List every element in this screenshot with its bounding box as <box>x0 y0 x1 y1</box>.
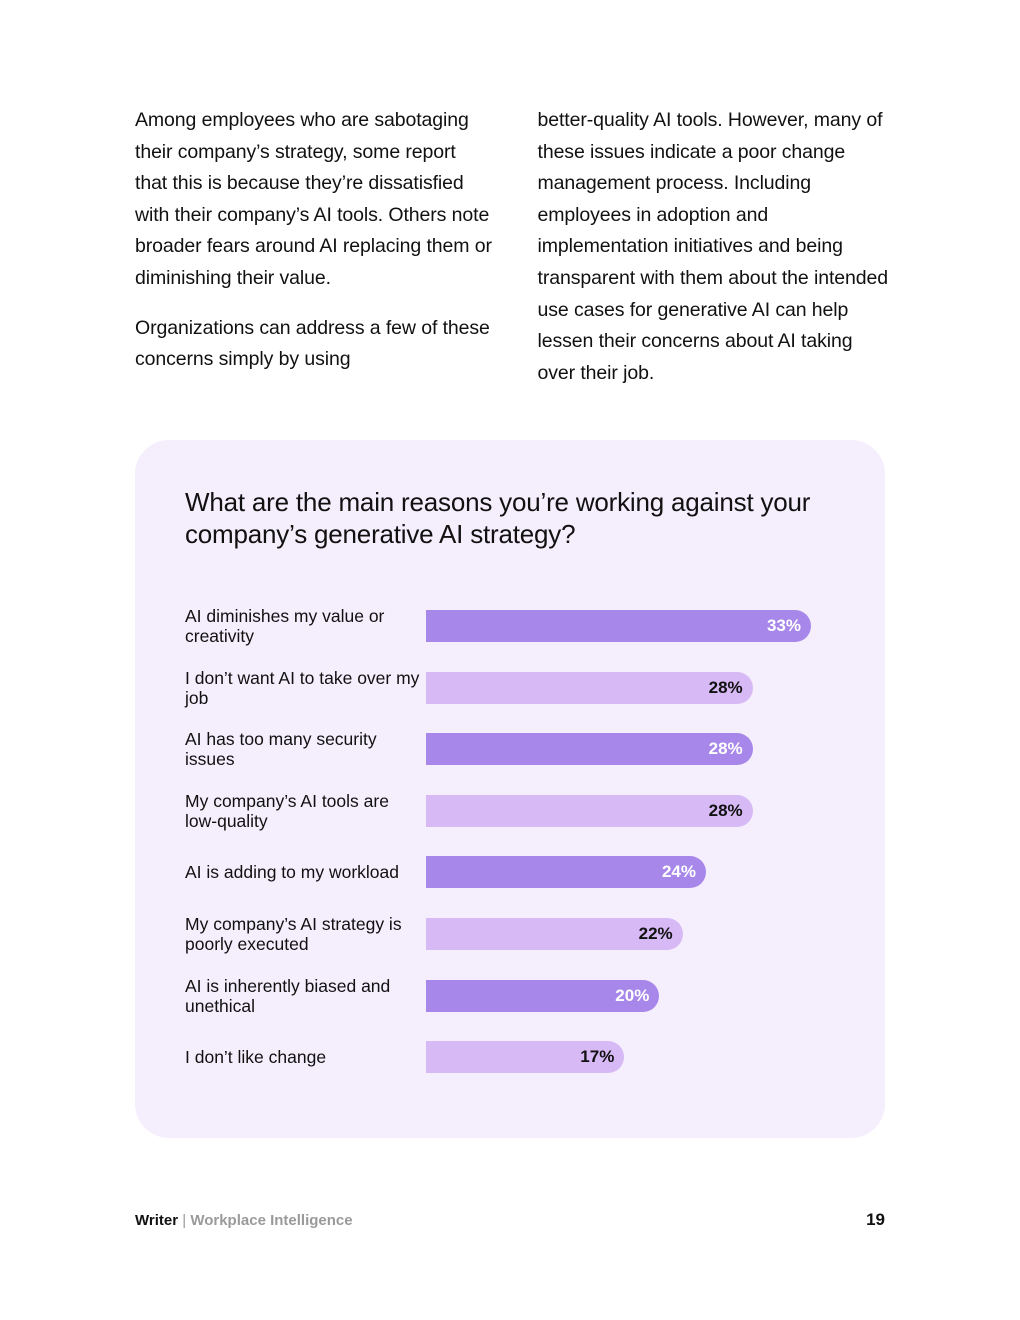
bar <box>426 672 753 704</box>
bar-category-label: AI has too many security issues <box>185 729 377 770</box>
bar-category-label: AI is adding to my workload <box>185 862 399 883</box>
bar <box>426 980 659 1012</box>
intro-right-column <box>538 105 896 389</box>
intro-paragraph: Among employees who are sabotaging their company’s strategy, some report that this is because they’re dissatisfied with their company’s AI tools. Others note broader fears around AI replacing them or diminishing their value. <box>135 109 492 289</box>
bar-value-label: 33% <box>766 616 801 635</box>
bar-chart <box>185 608 835 1101</box>
bar <box>426 1041 624 1073</box>
bar <box>426 610 811 642</box>
bar <box>426 733 753 765</box>
bar-value-label: 17% <box>580 1047 615 1067</box>
page-footer <box>135 1212 885 1229</box>
bar-value-label: 24% <box>661 862 696 882</box>
intro-paragraph: better-quality AI tools. However, many of these issues indicate a poor change management process. Including employees in adoption and implementation initiatives and being transparent with them about the intended use cases for generative AI can help lessen their concerns about AI taking over their job. <box>537 109 888 384</box>
bar <box>426 795 753 827</box>
page-number: 19 <box>866 1210 885 1229</box>
bar-row <box>185 608 835 670</box>
intro-text <box>135 105 895 389</box>
bar-value-label: 22% <box>638 923 673 943</box>
bar-row <box>185 913 835 978</box>
bar-value-label: 28% <box>708 677 743 697</box>
footer-brand: Writer <box>135 1212 179 1229</box>
chart-card <box>135 440 885 1138</box>
bar-category-label: I don’t want AI to take over my job <box>185 667 420 708</box>
bar-row <box>185 731 835 793</box>
bar-category-label: I don’t like change <box>185 1047 327 1068</box>
intro-left-column <box>135 105 493 389</box>
bar-row <box>185 975 835 1040</box>
bar-value-label: 28% <box>708 739 743 759</box>
bar <box>426 918 683 950</box>
bar-value-label: 28% <box>708 800 743 820</box>
footer-separator: | <box>182 1212 187 1229</box>
bar-category-label: AI is inherently biased and unethical <box>185 975 391 1016</box>
footer-org: Workplace Intelligence <box>190 1212 353 1229</box>
intro-paragraph: Organizations can address a few of these concerns simply by using <box>135 316 490 371</box>
bar-row <box>185 790 835 855</box>
bar-row <box>185 667 835 732</box>
bar-category-label: My company’s AI strategy is poorly executed <box>185 913 402 954</box>
bar-value-label: 20% <box>615 985 650 1005</box>
bar-category-label: My company’s AI tools are low-quality <box>185 790 389 831</box>
bar-row <box>185 854 835 916</box>
bar <box>426 856 706 888</box>
bar-row <box>185 1039 835 1101</box>
bar-category-label: AI diminishes my value or creativity <box>185 606 385 646</box>
chart-title: What are the main reasons you’re working against your company’s generative AI strategy? <box>185 487 811 549</box>
